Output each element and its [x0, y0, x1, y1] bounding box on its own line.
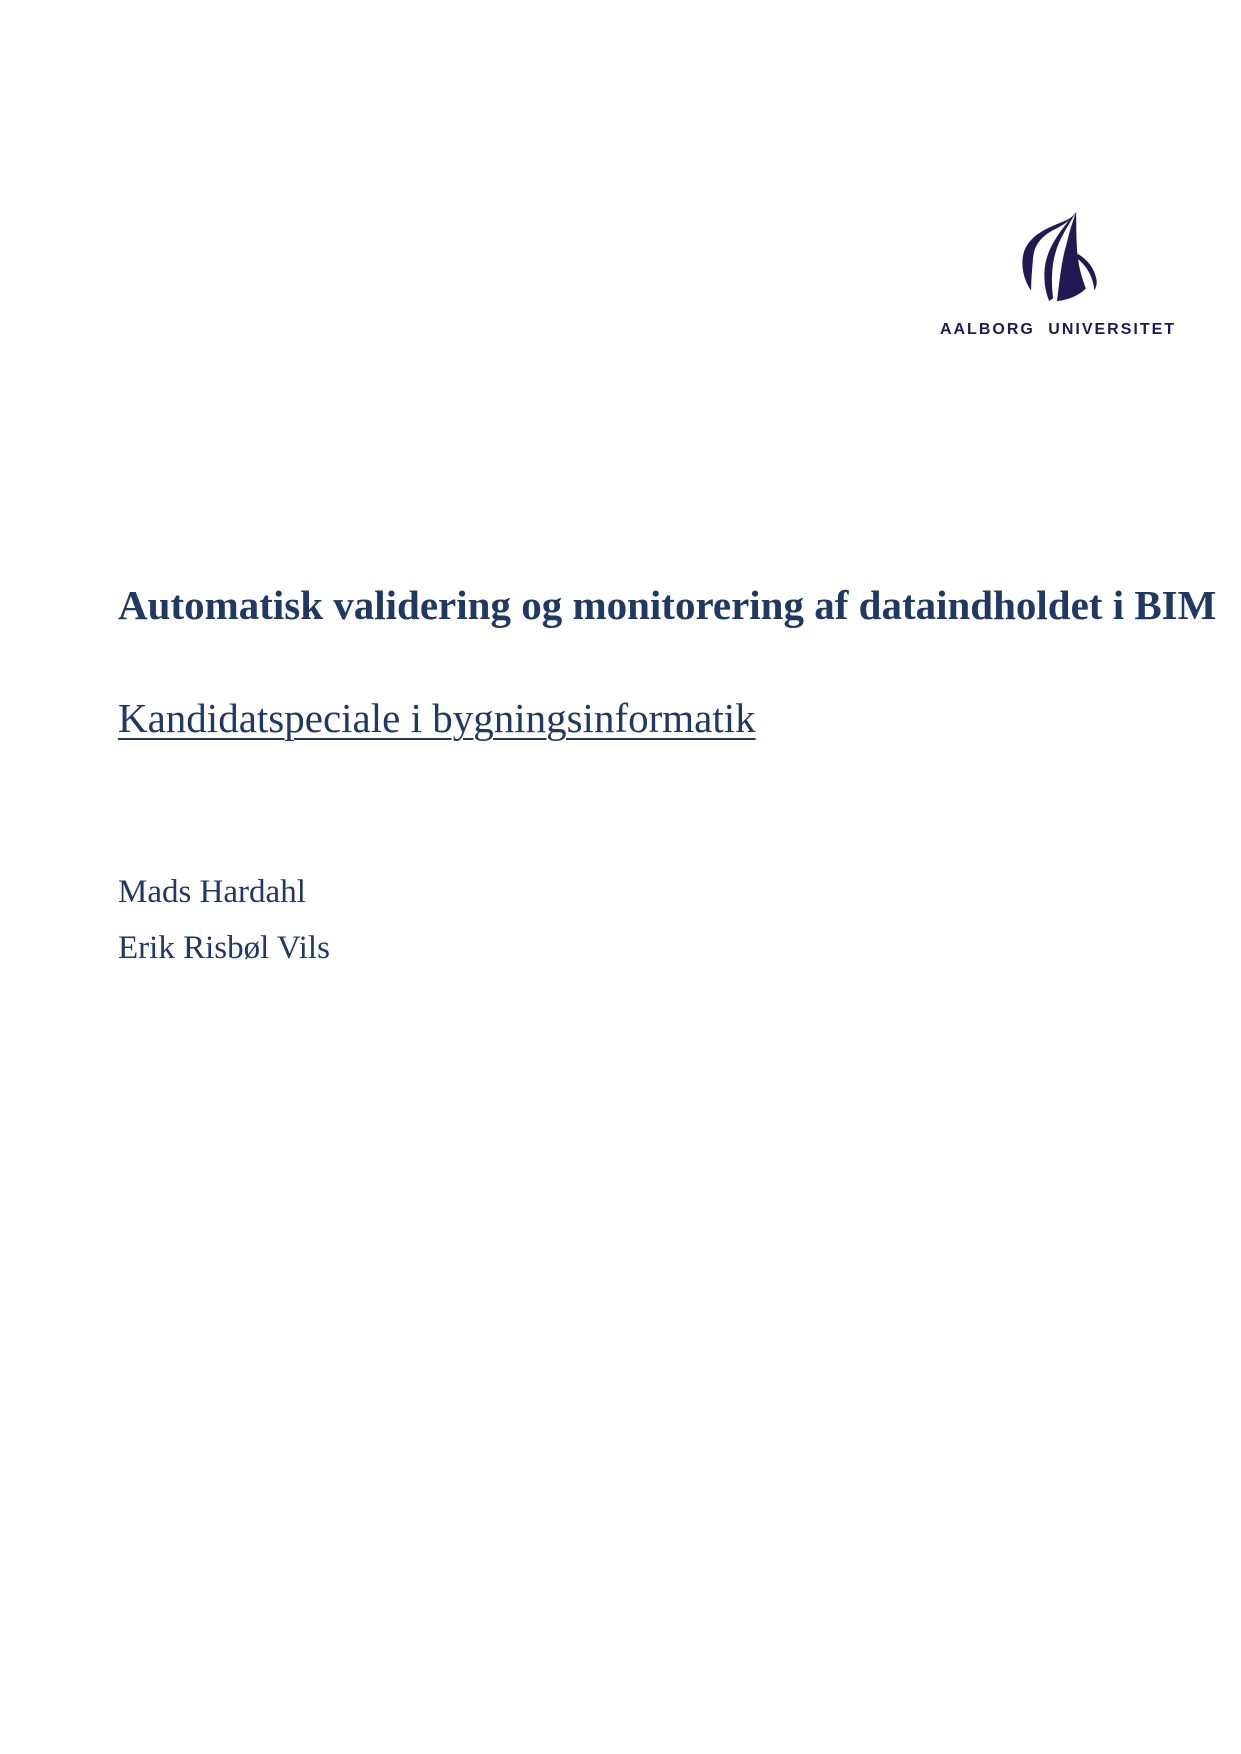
aau-logo-mark-icon: [1018, 210, 1098, 304]
document-subtitle: Kandidatspeciale i bygningsinformatik: [118, 695, 756, 741]
aau-logo-wordmark: AALBORG UNIVERSITET: [939, 321, 1177, 338]
document-title: Automatisk validering og monitorering af dataindholdet i BIM: [118, 582, 1217, 628]
author-name-1: Mads Hardahl: [118, 874, 306, 910]
author-name-2: Erik Risbøl Vils: [118, 930, 330, 966]
aau-logo: [938, 210, 1178, 339]
